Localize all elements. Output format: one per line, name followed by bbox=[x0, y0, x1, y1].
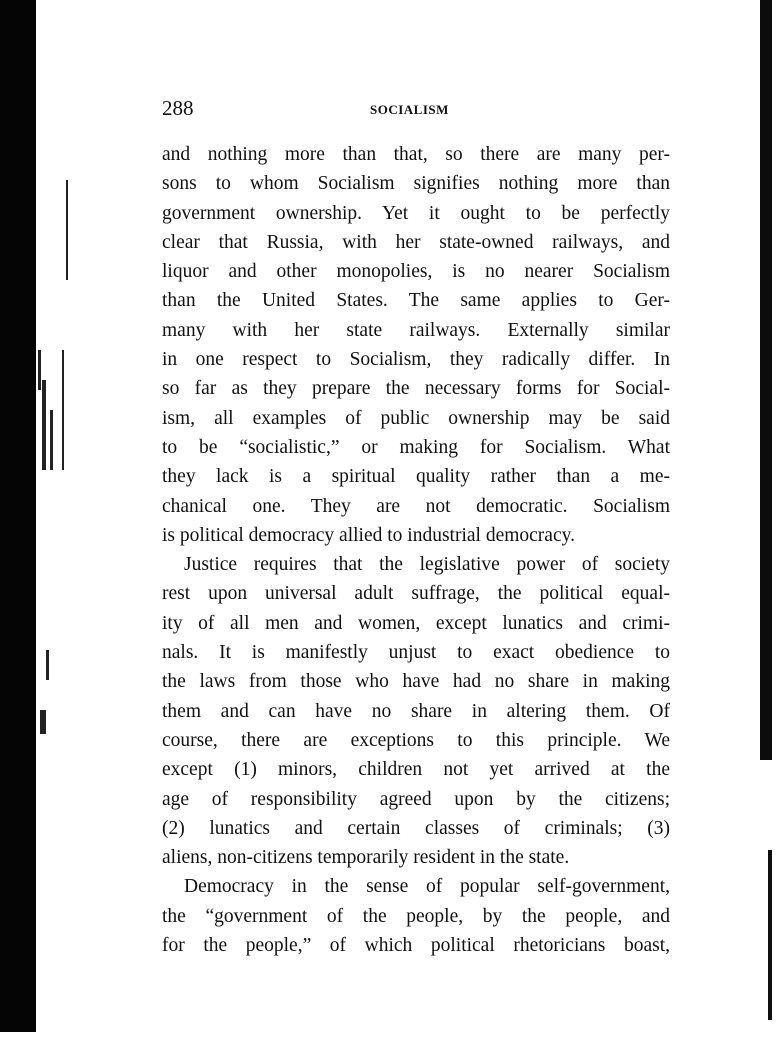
text-line: ity of all men and women, except lunatics and crimi- bbox=[162, 612, 670, 634]
text-line: rest upon universal adult suffrage, the political equal- bbox=[162, 583, 670, 605]
text-line: clear that Russia, with her state-owned railways, and bbox=[162, 231, 670, 253]
text-line: government ownership. Yet it ought to be perfectly bbox=[162, 202, 670, 224]
text-line: the laws from those who have had no share in making bbox=[162, 671, 670, 693]
text-line: in one respect to Socialism, they radically differ. In bbox=[162, 349, 670, 371]
text-line: (2) lunatics and certain classes of criminals; (3) bbox=[162, 817, 670, 839]
text-line: they lack is a spiritual quality rather than a me- bbox=[162, 466, 670, 488]
body-text bbox=[162, 140, 670, 960]
text-line: to be “socialistic,” or making for Socialism. What bbox=[162, 436, 670, 458]
text-line: ism, all examples of public ownership may be said bbox=[162, 407, 670, 429]
scan-noise bbox=[36, 150, 96, 1000]
scan-edge-right-lower bbox=[768, 850, 772, 1020]
page-number: 288 bbox=[162, 96, 194, 120]
text-line: many with her state railways. Externally similar bbox=[162, 319, 670, 341]
text-line: sons to whom Socialism signifies nothing more than bbox=[162, 173, 670, 195]
text-line: than the United States. The same applies to Ger- bbox=[162, 290, 670, 312]
text-line: the “government of the people, by the people, and bbox=[162, 905, 670, 927]
text-line: age of responsibility agreed upon by the citizens; bbox=[162, 788, 670, 810]
text-line: liquor and other monopolies, is no nearer Socialism bbox=[162, 261, 670, 283]
text-line: course, there are exceptions to this principle. We bbox=[162, 729, 670, 751]
text-line: aliens, non-citizens temporarily resident in the state. bbox=[162, 847, 570, 869]
text-line: except (1) minors, children not yet arrived at the bbox=[162, 759, 670, 781]
text-line: and nothing more than that, so there are many per- bbox=[162, 144, 670, 165]
text-line: them and can have no share in altering them. Of bbox=[162, 700, 670, 722]
scan-edge-right bbox=[760, 0, 772, 760]
scan-edge-left bbox=[0, 0, 36, 1032]
text-line: is political democracy allied to industrial democracy. bbox=[162, 524, 575, 546]
text-line: chanical one. They are not democratic. Socialism bbox=[162, 495, 670, 517]
text-line: nals. It is manifestly unjust to exact obedience to bbox=[162, 642, 670, 664]
page-header bbox=[162, 96, 670, 120]
running-head: SOCIALISM bbox=[370, 102, 449, 117]
paragraph-start-line: Justice requires that the legislative power of society bbox=[184, 554, 670, 576]
text-line: for the people,” of which political rhetoricians boast, bbox=[162, 935, 670, 957]
paragraph-start-line: Democracy in the sense of popular self-government, bbox=[184, 876, 670, 898]
text-line: so far as they prepare the necessary forms for Social- bbox=[162, 378, 670, 400]
